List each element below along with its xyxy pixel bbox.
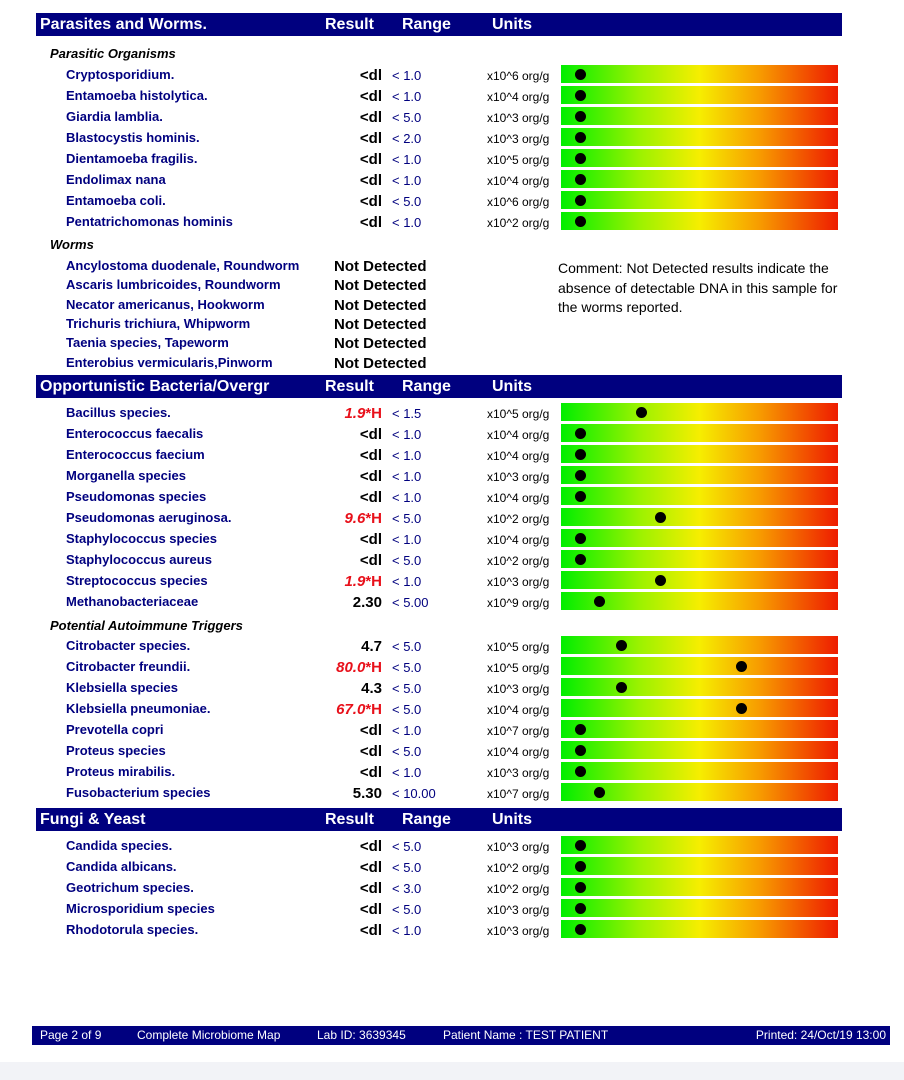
level-gauge-bar xyxy=(561,487,838,505)
footer-page-number: Page 2 of 9 xyxy=(40,1028,102,1042)
reference-range: < 1.0 xyxy=(392,574,422,589)
result-number: <dl xyxy=(359,130,382,147)
reference-range: < 1.0 xyxy=(392,215,422,230)
units-label: x10^4 org/g xyxy=(487,449,550,463)
result-value xyxy=(300,922,382,939)
level-gauge-bar xyxy=(561,508,838,526)
high-flag: *H xyxy=(365,659,382,676)
level-gauge-bar xyxy=(561,592,838,610)
organism-name: Blastocystis hominis. xyxy=(66,130,200,145)
level-gauge-bar xyxy=(561,720,838,738)
result-value xyxy=(300,573,382,590)
result-number: <dl xyxy=(359,447,382,464)
level-gauge-bar xyxy=(561,657,838,675)
column-units-header: Units xyxy=(492,378,532,395)
table-row xyxy=(0,591,904,612)
result-number: <dl xyxy=(359,880,382,897)
organism-name: Proteus mirabilis. xyxy=(66,764,176,779)
reference-range: < 1.0 xyxy=(392,173,422,188)
worm-row xyxy=(0,352,904,373)
result-value xyxy=(300,531,382,548)
section-title: Opportunistic Bacteria/Overgr xyxy=(40,378,270,395)
result-value xyxy=(300,764,382,781)
reference-range: < 5.0 xyxy=(392,110,422,125)
level-gauge-bar xyxy=(561,445,838,463)
reference-range: < 10.00 xyxy=(392,786,436,801)
result-value xyxy=(300,489,382,506)
organism-name: Pentatrichomonas hominis xyxy=(66,214,233,229)
table-row xyxy=(0,85,904,106)
units-label: x10^3 org/g xyxy=(487,111,550,125)
worm-result: Not Detected xyxy=(334,335,427,353)
worm-result: Not Detected xyxy=(334,315,427,333)
table-row xyxy=(0,698,904,719)
reference-range: < 1.0 xyxy=(392,532,422,547)
column-units-header: Units xyxy=(492,16,532,33)
level-marker xyxy=(575,903,586,914)
units-label: x10^4 org/g xyxy=(487,491,550,505)
units-label: x10^4 org/g xyxy=(487,703,550,717)
bottom-strip xyxy=(0,1062,904,1080)
organism-name: Citrobacter freundii. xyxy=(66,659,191,674)
level-gauge-bar xyxy=(561,762,838,780)
level-gauge-bar xyxy=(561,86,838,104)
units-label: x10^9 org/g xyxy=(487,596,550,610)
table-row xyxy=(0,549,904,570)
organism-name: Prevotella copri xyxy=(66,722,164,737)
level-gauge-bar xyxy=(561,636,838,654)
level-gauge-bar xyxy=(561,128,838,146)
result-value xyxy=(300,510,382,527)
level-gauge-bar xyxy=(561,191,838,209)
organism-name: Dientamoeba fragilis. xyxy=(66,151,198,166)
result-number: <dl xyxy=(359,552,382,569)
level-gauge-bar xyxy=(561,212,838,230)
organism-name: Bacillus species. xyxy=(66,405,171,420)
level-marker xyxy=(655,575,666,586)
level-gauge-bar xyxy=(561,107,838,125)
organism-name: Rhodotorula species. xyxy=(66,922,199,937)
units-label: x10^5 org/g xyxy=(487,407,550,421)
result-number: <dl xyxy=(359,193,382,210)
level-marker xyxy=(575,428,586,439)
table-row xyxy=(0,444,904,465)
reference-range: < 1.0 xyxy=(392,723,422,738)
units-label: x10^3 org/g xyxy=(487,132,550,146)
units-label: x10^4 org/g xyxy=(487,428,550,442)
table-row xyxy=(0,423,904,444)
section-title: Fungi & Yeast xyxy=(40,811,146,828)
organism-name: Endolimax nana xyxy=(66,172,166,187)
organism-name: Staphylococcus species xyxy=(66,531,218,546)
table-row xyxy=(0,148,904,169)
level-marker xyxy=(575,195,586,206)
table-row xyxy=(0,740,904,761)
units-label: x10^2 org/g xyxy=(487,882,550,896)
result-value xyxy=(300,701,382,718)
units-label: x10^3 org/g xyxy=(487,682,550,696)
level-gauge-bar xyxy=(561,836,838,854)
level-marker xyxy=(575,449,586,460)
units-label: x10^3 org/g xyxy=(487,766,550,780)
table-row xyxy=(0,465,904,486)
level-marker xyxy=(575,554,586,565)
result-number: <dl xyxy=(359,489,382,506)
reference-range: < 1.0 xyxy=(392,765,422,780)
table-row xyxy=(0,570,904,591)
result-value xyxy=(300,426,382,443)
level-gauge-bar xyxy=(561,529,838,547)
result-number: <dl xyxy=(359,922,382,939)
result-number: <dl xyxy=(359,172,382,189)
units-label: x10^4 org/g xyxy=(487,90,550,104)
organism-name: Enterococcus faecalis xyxy=(66,426,204,441)
worm-name: Taenia species, Tapeworm xyxy=(66,335,229,351)
level-marker xyxy=(575,153,586,164)
units-label: x10^2 org/g xyxy=(487,554,550,568)
reference-range: < 1.0 xyxy=(392,427,422,442)
result-number: 80.0 xyxy=(336,659,366,676)
reference-range: < 5.0 xyxy=(392,839,422,854)
result-number: 4.7 xyxy=(361,638,382,655)
result-value xyxy=(300,193,382,210)
level-marker xyxy=(575,840,586,851)
table-row xyxy=(0,719,904,740)
result-number: <dl xyxy=(359,531,382,548)
subheader-autoimmune-triggers: Potential Autoimmune Triggers xyxy=(50,618,243,633)
result-value xyxy=(300,722,382,739)
section-title: Parasites and Worms. xyxy=(40,16,207,33)
section-header-parasites xyxy=(36,13,842,36)
reference-range: < 1.0 xyxy=(392,469,422,484)
units-label: x10^4 org/g xyxy=(487,533,550,547)
level-marker xyxy=(575,174,586,185)
reference-range: < 5.0 xyxy=(392,639,422,654)
level-gauge-bar xyxy=(561,550,838,568)
level-marker xyxy=(736,661,747,672)
reference-range: < 1.0 xyxy=(392,89,422,104)
level-gauge-bar xyxy=(561,899,838,917)
reference-range: < 5.0 xyxy=(392,744,422,759)
table-row xyxy=(0,677,904,698)
result-value xyxy=(300,109,382,126)
worm-name: Trichuris trichiura, Whipworm xyxy=(66,315,251,331)
page-footer xyxy=(32,1026,890,1045)
table-row xyxy=(0,106,904,127)
result-number: <dl xyxy=(359,764,382,781)
units-label: x10^7 org/g xyxy=(487,724,550,738)
level-gauge-bar xyxy=(561,571,838,589)
result-value xyxy=(300,594,382,611)
level-marker xyxy=(575,216,586,227)
result-value xyxy=(300,88,382,105)
level-marker xyxy=(616,640,627,651)
section-header-bacteria xyxy=(36,375,842,398)
organism-name: Entamoeba coli. xyxy=(66,193,166,208)
result-number: 9.6 xyxy=(344,510,366,527)
column-units-header: Units xyxy=(492,811,532,828)
level-marker xyxy=(575,470,586,481)
units-label: x10^7 org/g xyxy=(487,787,550,801)
subheader-worms: Worms xyxy=(50,237,94,252)
reference-range: < 1.0 xyxy=(392,68,422,83)
units-label: x10^2 org/g xyxy=(487,512,550,526)
organism-name: Microsporidium species xyxy=(66,901,215,916)
level-marker xyxy=(575,861,586,872)
result-number: 4.3 xyxy=(361,680,382,697)
result-value xyxy=(300,785,382,802)
level-marker xyxy=(736,703,747,714)
level-gauge-bar xyxy=(561,466,838,484)
organism-name: Candida albicans. xyxy=(66,859,177,874)
units-label: x10^3 org/g xyxy=(487,575,550,589)
result-value xyxy=(300,838,382,855)
organism-name: Klebsiella species xyxy=(66,680,179,695)
units-label: x10^3 org/g xyxy=(487,840,550,854)
level-gauge-bar xyxy=(561,149,838,167)
table-row xyxy=(0,635,904,656)
worm-result: Not Detected xyxy=(334,258,427,275)
worm-name: Enterobius vermicularis,Pinworm xyxy=(66,354,273,370)
result-value xyxy=(300,880,382,897)
organism-name: Klebsiella pneumoniae. xyxy=(66,701,211,716)
level-marker xyxy=(575,90,586,101)
units-label: x10^3 org/g xyxy=(487,903,550,917)
result-number: <dl xyxy=(359,109,382,126)
footer-patient-name: Patient Name : TEST PATIENT xyxy=(443,1028,609,1042)
high-flag: *H xyxy=(365,573,382,590)
worm-name: Necator americanus, Hookworm xyxy=(66,296,265,312)
organism-name: Streptococcus species xyxy=(66,573,208,588)
result-value xyxy=(300,151,382,168)
result-number: 2.30 xyxy=(352,594,382,611)
column-range-header: Range xyxy=(402,811,451,828)
units-label: x10^6 org/g xyxy=(487,195,550,209)
result-number: <dl xyxy=(359,743,382,760)
units-label: x10^6 org/g xyxy=(487,69,550,83)
reference-range: < 1.0 xyxy=(392,152,422,167)
reference-range: < 5.0 xyxy=(392,660,422,675)
result-number: <dl xyxy=(359,67,382,84)
table-row xyxy=(0,761,904,782)
reference-range: < 2.0 xyxy=(392,131,422,146)
table-row xyxy=(0,64,904,85)
level-marker xyxy=(575,111,586,122)
worm-name: Ancylostoma duodenale, Roundworm xyxy=(66,258,300,273)
result-value xyxy=(300,405,382,422)
result-value xyxy=(300,67,382,84)
organism-name: Proteus species xyxy=(66,743,166,758)
reference-range: < 1.0 xyxy=(392,490,422,505)
table-row xyxy=(0,656,904,677)
result-value xyxy=(300,468,382,485)
level-gauge-bar xyxy=(561,920,838,938)
result-value xyxy=(300,447,382,464)
result-value xyxy=(300,901,382,918)
result-number: <dl xyxy=(359,88,382,105)
level-marker xyxy=(575,882,586,893)
units-label: x10^4 org/g xyxy=(487,745,550,759)
reference-range: < 1.0 xyxy=(392,448,422,463)
reference-range: < 5.00 xyxy=(392,595,429,610)
column-range-header: Range xyxy=(402,378,451,395)
table-row xyxy=(0,835,904,856)
column-range-header: Range xyxy=(402,16,451,33)
level-gauge-bar xyxy=(561,857,838,875)
organism-name: Entamoeba histolytica. xyxy=(66,88,208,103)
level-marker xyxy=(575,924,586,935)
result-value xyxy=(300,172,382,189)
level-marker xyxy=(575,491,586,502)
reference-range: < 1.5 xyxy=(392,406,422,421)
reference-range: < 5.0 xyxy=(392,511,422,526)
reference-range: < 5.0 xyxy=(392,681,422,696)
result-value xyxy=(300,130,382,147)
units-label: x10^3 org/g xyxy=(487,470,550,484)
result-number: <dl xyxy=(359,838,382,855)
result-value xyxy=(300,743,382,760)
worm-result: Not Detected xyxy=(334,296,427,314)
level-gauge-bar xyxy=(561,424,838,442)
result-number: <dl xyxy=(359,214,382,231)
level-marker xyxy=(594,787,605,798)
organism-name: Pseudomonas species xyxy=(66,489,207,504)
organism-name: Staphylococcus aureus xyxy=(66,552,212,567)
result-value xyxy=(300,680,382,697)
level-marker xyxy=(636,407,647,418)
result-number: 1.9 xyxy=(344,573,366,590)
organism-name: Methanobacteriaceae xyxy=(66,594,199,609)
result-number: <dl xyxy=(359,468,382,485)
organism-name: Geotrichum species. xyxy=(66,880,194,895)
level-gauge-bar xyxy=(561,699,838,717)
level-marker xyxy=(575,745,586,756)
high-flag: *H xyxy=(365,510,382,527)
level-marker xyxy=(575,766,586,777)
table-row xyxy=(0,877,904,898)
units-label: x10^5 org/g xyxy=(487,153,550,167)
section-header-fungi xyxy=(36,808,842,831)
level-gauge-bar xyxy=(561,878,838,896)
column-result-header: Result xyxy=(325,378,374,395)
level-gauge-bar xyxy=(561,65,838,83)
level-marker xyxy=(575,533,586,544)
worms-comment: Comment: Not Detected results indicate the absence of detectable DNA in this sample for the worms reported. xyxy=(558,260,838,315)
high-flag: *H xyxy=(365,405,382,422)
units-label: x10^5 org/g xyxy=(487,640,550,654)
level-gauge-bar xyxy=(561,170,838,188)
organism-name: Pseudomonas aeruginosa. xyxy=(66,510,232,525)
level-marker xyxy=(575,69,586,80)
level-marker xyxy=(616,682,627,693)
reference-range: < 5.0 xyxy=(392,553,422,568)
units-label: x10^2 org/g xyxy=(487,216,550,230)
result-number: <dl xyxy=(359,859,382,876)
result-value xyxy=(300,659,382,676)
organism-name: Fusobacterium species xyxy=(66,785,211,800)
organism-name: Enterococcus faecium xyxy=(66,447,205,462)
reference-range: < 5.0 xyxy=(392,860,422,875)
footer-lab-id: Lab ID: 3639345 xyxy=(317,1028,406,1042)
result-value xyxy=(300,214,382,231)
reference-range: < 5.0 xyxy=(392,702,422,717)
table-row xyxy=(0,856,904,877)
result-number: 5.30 xyxy=(352,785,382,802)
units-label: x10^3 org/g xyxy=(487,924,550,938)
result-number: 1.9 xyxy=(344,405,366,422)
worm-result: Not Detected xyxy=(334,277,427,295)
subheader-parasitic-organisms: Parasitic Organisms xyxy=(50,46,176,61)
organism-name: Morganella species xyxy=(66,468,186,483)
footer-printed-date: Printed: 24/Oct/19 13:00 xyxy=(755,1028,886,1042)
worm-row xyxy=(0,332,904,353)
level-marker xyxy=(594,596,605,607)
result-number: 67.0 xyxy=(336,701,366,718)
reference-range: < 3.0 xyxy=(392,881,422,896)
table-row xyxy=(0,528,904,549)
level-marker xyxy=(655,512,666,523)
result-number: <dl xyxy=(359,426,382,443)
high-flag: *H xyxy=(365,701,382,718)
level-gauge-bar xyxy=(561,403,838,421)
level-gauge-bar xyxy=(561,741,838,759)
table-row xyxy=(0,402,904,423)
units-label: x10^5 org/g xyxy=(487,661,550,675)
reference-range: < 5.0 xyxy=(392,902,422,917)
table-row xyxy=(0,486,904,507)
units-label: x10^4 org/g xyxy=(487,174,550,188)
result-number: <dl xyxy=(359,901,382,918)
level-gauge-bar xyxy=(561,678,838,696)
organism-name: Citrobacter species. xyxy=(66,638,191,653)
units-label: x10^2 org/g xyxy=(487,861,550,875)
table-row xyxy=(0,507,904,528)
table-row xyxy=(0,919,904,940)
table-row xyxy=(0,211,904,232)
organism-name: Giardia lamblia. xyxy=(66,109,163,124)
table-row xyxy=(0,190,904,211)
table-row xyxy=(0,898,904,919)
result-number: <dl xyxy=(359,722,382,739)
table-row xyxy=(0,782,904,803)
reference-range: < 5.0 xyxy=(392,194,422,209)
worm-name: Ascaris lumbricoides, Roundworm xyxy=(66,277,281,293)
result-value xyxy=(300,638,382,655)
organism-name: Cryptosporidium. xyxy=(66,67,175,82)
result-number: <dl xyxy=(359,151,382,168)
level-marker xyxy=(575,724,586,735)
level-marker xyxy=(575,132,586,143)
result-value xyxy=(300,552,382,569)
organism-name: Candida species. xyxy=(66,838,173,853)
column-result-header: Result xyxy=(325,16,374,33)
table-row xyxy=(0,169,904,190)
table-row xyxy=(0,127,904,148)
level-gauge-bar xyxy=(561,783,838,801)
worm-result: Not Detected xyxy=(334,354,427,372)
column-result-header: Result xyxy=(325,811,374,828)
result-value xyxy=(300,859,382,876)
reference-range: < 1.0 xyxy=(392,923,422,938)
footer-report-name: Complete Microbiome Map xyxy=(137,1028,281,1042)
